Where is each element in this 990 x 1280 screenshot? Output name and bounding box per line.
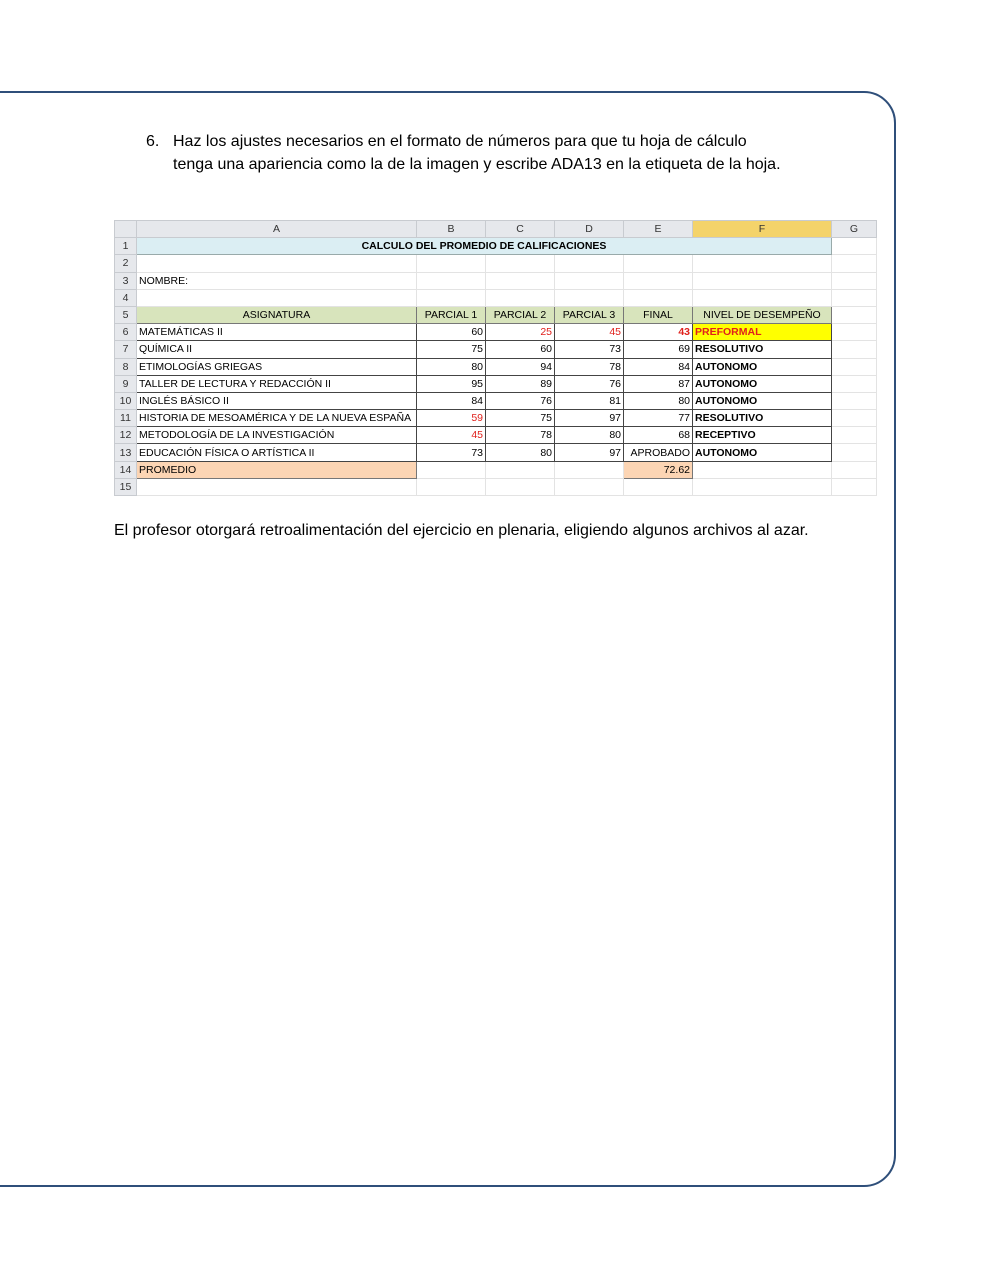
sheet-row-11 (115, 410, 877, 427)
sheet-row-6 (115, 324, 877, 341)
instruction-text: Haz los ajustes necesarios en el formato de números para que tu hoja de cálculo tenga una apariencia como la de la imagen y escribe ADA13 en la etiqueta de la hoja. (173, 133, 781, 173)
header-subject[interactable]: ASIGNATURA (137, 306, 417, 323)
level-cell[interactable]: PREFORMAL (693, 324, 832, 341)
final-cell[interactable]: 80 (624, 392, 693, 409)
sheet-row-4 (115, 289, 877, 306)
final-cell[interactable]: 43 (624, 324, 693, 341)
cell[interactable] (417, 478, 486, 495)
cell[interactable] (832, 427, 877, 444)
sheet-row-10 (115, 392, 877, 409)
row-number[interactable]: 9 (115, 375, 137, 392)
sheet-row-14 (115, 461, 877, 478)
row-number[interactable]: 1 (115, 238, 137, 255)
final-cell[interactable]: 69 (624, 341, 693, 358)
cell[interactable] (832, 410, 877, 427)
header-final[interactable]: FINAL (624, 306, 693, 323)
col-header-b[interactable]: B (417, 221, 486, 238)
final-cell[interactable]: 84 (624, 358, 693, 375)
average-label-cell[interactable]: PROMEDIO (137, 461, 417, 478)
cell[interactable] (417, 255, 486, 272)
cell[interactable] (832, 272, 877, 289)
partial-1-cell[interactable]: 59 (417, 410, 486, 427)
sheet-row-1 (115, 238, 877, 255)
partial-3-cell[interactable]: 97 (555, 410, 624, 427)
final-cell[interactable]: APROBADO (624, 444, 693, 461)
cell[interactable] (624, 478, 693, 495)
partial-1-cell[interactable]: 84 (417, 392, 486, 409)
sheet-row-8 (115, 358, 877, 375)
name-label-cell[interactable]: NOMBRE: (137, 272, 417, 289)
cell[interactable] (486, 461, 555, 478)
cell[interactable] (693, 255, 832, 272)
cell[interactable] (832, 238, 877, 255)
sheet-row-5-headers (115, 306, 877, 323)
cell[interactable] (137, 289, 417, 306)
cell[interactable] (832, 392, 877, 409)
cell[interactable] (555, 478, 624, 495)
sheet-row-2 (115, 255, 877, 272)
feedback-paragraph: El profesor otorgará retroalimentación del ejercicio en plenaria, eligiendo algunos archivos al azar. (114, 522, 809, 539)
instruction-item (146, 130, 786, 176)
row-number[interactable]: 14 (115, 461, 137, 478)
sheet-row-3 (115, 272, 877, 289)
level-cell[interactable]: AUTONOMO (693, 358, 832, 375)
col-header-c[interactable]: C (486, 221, 555, 238)
cell[interactable] (137, 478, 417, 495)
select-all-corner[interactable] (115, 221, 137, 238)
cell[interactable] (832, 324, 877, 341)
subject-cell[interactable]: INGLÉS BÁSICO II (137, 392, 417, 409)
row-number[interactable]: 3 (115, 272, 137, 289)
row-number[interactable]: 12 (115, 427, 137, 444)
cell[interactable] (555, 255, 624, 272)
sheet-title[interactable]: CALCULO DEL PROMEDIO DE CALIFICACIONES (137, 238, 832, 255)
level-cell[interactable]: RESOLUTIVO (693, 341, 832, 358)
subject-cell[interactable]: METODOLOGÍA DE LA INVESTIGACIÓN (137, 427, 417, 444)
sheet-row-15 (115, 478, 877, 495)
col-header-d[interactable]: D (555, 221, 624, 238)
partial-3-cell[interactable]: 80 (555, 427, 624, 444)
col-header-e[interactable]: E (624, 221, 693, 238)
cell[interactable] (137, 255, 417, 272)
sheet-row-9 (115, 375, 877, 392)
final-cell[interactable]: 68 (624, 427, 693, 444)
spreadsheet-table (114, 220, 877, 496)
row-number[interactable]: 10 (115, 392, 137, 409)
partial-3-cell[interactable]: 45 (555, 324, 624, 341)
partial-2-cell[interactable]: 80 (486, 444, 555, 461)
col-header-a[interactable]: A (137, 221, 417, 238)
final-cell[interactable]: 77 (624, 410, 693, 427)
instruction-number: 6. (146, 133, 160, 150)
cell[interactable] (555, 272, 624, 289)
cell[interactable] (832, 461, 877, 478)
subject-cell[interactable]: MATEMÁTICAS II (137, 324, 417, 341)
sheet-row-7 (115, 341, 877, 358)
cell[interactable] (693, 478, 832, 495)
level-cell[interactable]: RESOLUTIVO (693, 410, 832, 427)
row-number[interactable]: 7 (115, 341, 137, 358)
cell[interactable] (832, 289, 877, 306)
cell[interactable] (417, 272, 486, 289)
partial-2-cell[interactable]: 75 (486, 410, 555, 427)
row-number[interactable]: 13 (115, 444, 137, 461)
cell[interactable] (624, 272, 693, 289)
final-cell[interactable]: 87 (624, 375, 693, 392)
partial-1-cell[interactable]: 60 (417, 324, 486, 341)
row-number[interactable]: 15 (115, 478, 137, 495)
cell[interactable] (693, 272, 832, 289)
partial-2-cell[interactable]: 89 (486, 375, 555, 392)
cell[interactable] (832, 341, 877, 358)
col-header-f[interactable]: F (693, 221, 832, 238)
subject-cell[interactable]: TALLER DE LECTURA Y REDACCIÓN II (137, 375, 417, 392)
partial-2-cell[interactable]: 76 (486, 392, 555, 409)
cell[interactable] (486, 272, 555, 289)
cell[interactable] (624, 255, 693, 272)
level-cell[interactable]: AUTONOMO (693, 392, 832, 409)
row-number[interactable]: 2 (115, 255, 137, 272)
cell[interactable] (624, 289, 693, 306)
subject-cell[interactable]: ETIMOLOGÍAS GRIEGAS (137, 358, 417, 375)
partial-2-cell[interactable]: 78 (486, 427, 555, 444)
partial-1-cell[interactable]: 80 (417, 358, 486, 375)
cell[interactable] (555, 461, 624, 478)
cell[interactable] (832, 358, 877, 375)
cell[interactable] (417, 461, 486, 478)
cell[interactable] (693, 289, 832, 306)
cell[interactable] (693, 461, 832, 478)
subject-cell[interactable]: EDUCACIÓN FÍSICA O ARTÍSTICA II (137, 444, 417, 461)
average-value-cell[interactable]: 72.62 (624, 461, 693, 478)
partial-2-cell[interactable]: 25 (486, 324, 555, 341)
partial-3-cell[interactable]: 81 (555, 392, 624, 409)
cell[interactable] (832, 444, 877, 461)
row-number[interactable]: 6 (115, 324, 137, 341)
level-cell[interactable]: RECEPTIVO (693, 427, 832, 444)
sheet-row-13 (115, 444, 877, 461)
row-number[interactable]: 8 (115, 358, 137, 375)
level-cell[interactable]: AUTONOMO (693, 444, 832, 461)
cell[interactable] (417, 289, 486, 306)
row-number[interactable]: 5 (115, 306, 137, 323)
partial-2-cell[interactable]: 60 (486, 341, 555, 358)
cell[interactable] (832, 255, 877, 272)
subject-cell[interactable]: QUÍMICA II (137, 341, 417, 358)
row-number[interactable]: 11 (115, 410, 137, 427)
cell[interactable] (555, 289, 624, 306)
subject-cell[interactable]: HISTORIA DE MESOAMÉRICA Y DE LA NUEVA ESPAÑA (137, 410, 417, 427)
cell[interactable] (486, 255, 555, 272)
cell[interactable] (486, 478, 555, 495)
level-cell[interactable]: AUTONOMO (693, 375, 832, 392)
cell[interactable] (486, 289, 555, 306)
cell[interactable] (832, 478, 877, 495)
partial-2-cell[interactable]: 94 (486, 358, 555, 375)
partial-1-cell[interactable]: 95 (417, 375, 486, 392)
header-partial-1[interactable]: PARCIAL 1 (417, 306, 486, 323)
cell[interactable] (832, 306, 877, 323)
column-header-row (115, 221, 877, 238)
partial-3-cell[interactable]: 73 (555, 341, 624, 358)
col-header-g[interactable]: G (832, 221, 877, 238)
header-partial-2[interactable]: PARCIAL 2 (486, 306, 555, 323)
partial-3-cell[interactable]: 97 (555, 444, 624, 461)
partial-1-cell[interactable]: 45 (417, 427, 486, 444)
partial-3-cell[interactable]: 78 (555, 358, 624, 375)
header-partial-3[interactable]: PARCIAL 3 (555, 306, 624, 323)
row-number[interactable]: 4 (115, 289, 137, 306)
partial-1-cell[interactable]: 75 (417, 341, 486, 358)
partial-1-cell[interactable]: 73 (417, 444, 486, 461)
cell[interactable] (832, 375, 877, 392)
sheet-row-12 (115, 427, 877, 444)
partial-3-cell[interactable]: 76 (555, 375, 624, 392)
header-level[interactable]: NIVEL DE DESEMPEÑO (693, 306, 832, 323)
